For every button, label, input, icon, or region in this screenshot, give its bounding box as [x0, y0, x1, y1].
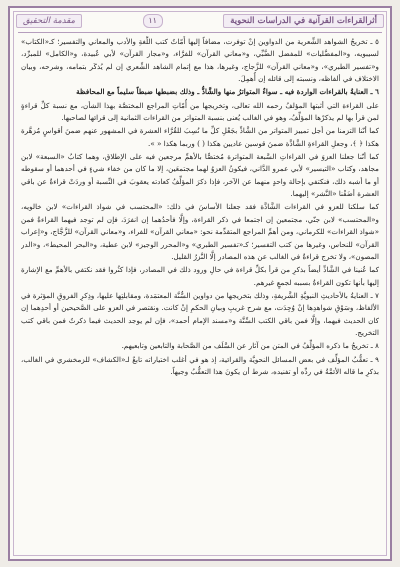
page-number: ١١: [143, 14, 163, 28]
running-title: أثرالقراءات القرآنية في الدراسات النحوية: [223, 14, 384, 28]
paragraph-item-6-heading: ٦ ـ العنايةُ بالقراءات الواردة فيه ـ سواءٌ المتواترُ منها والشَّاذُّ ـ وذلك بضبطها ضبطاً سليماً مع المحافظة: [76, 87, 379, 97]
page-header: [16, 12, 384, 30]
page-body: [21, 36, 379, 549]
paragraph-item-8: ٨ ـ تخريجُ ما ذكره المؤلِّفُ في المتن من آثار عن السَّلَف من الصَّحابة والتابعين وتابعيهم.: [121, 341, 379, 351]
section-title: مقدمة التحقيق: [16, 14, 82, 28]
paragraph-item-6-body: على القراءة التي أثبتها المؤلفُ رحمه الله تعالى، وتخريجها من أُمّاتِ المراجع المختصَّة بهذا الشأن، مع نسبة كلِّ قراءةٍ لمن قرأ بها لم يذكرْها المؤلِّفُ، وهو في الغالب يُعنى بنسبة المتواتر من القراءات الثمانية إلى قرائها لصاحبها.: [21, 100, 379, 123]
paragraph-item-6-readers: كما عُنينا في الشَّاذِّ أيضاً بذكرِ من قرأ بكلِّ قراءة في حالِ ورود ذلك في المصادر، فإذا كثُروا فقد نكتفي بالأهمِّ مع الإشارة إليها بأنها تكون القراءةُ بسببه لجمعٍ غيرهم.: [21, 265, 379, 287]
paragraph-item-9: ٩ ـ تعقُّبُ المؤلِّف في بعض المسائل النحويَّة والقرائية، إذ هو في أغلب اختياراته تابعٌ لـ«الكشاف» للزمخشري في الغالب، بذكرِ ما قاله الأئمَّةُ في ردِّه أو تفنيده، شرط أن يكونَ هذا التعقُّبُ وجيهاً.: [21, 354, 379, 376]
paragraph-item-6-brackets: كما أنّنا التزمنا من أجل تمييز المتواتر من الشَّاذِّ بجَعْلِ كلِّ ما نُسِبَ للقُرَّاء العشرة في المشهور عنهم ضمنَ أقواسٍ مُزهَّرة هكذا ﴿ ﴾، وجعلِ القراءةِ الشَّاذَّة ضمنَ قوسين عاديين هكذا ( ) وربما هكذا « ».: [21, 126, 379, 148]
book-page: [8, 6, 392, 561]
paragraph-item-6-seven-readings: كما أنّنا جعلنا العزوَ في القراءاتِ السَّبعة المتواترة مُختصًّا بالأهمِّ مرجعين فيه على الإطلاق، وهما كتابُ «السبعة» لابن مجاهد، وكتاب «التيسير» لأبي عمرو الدَّاني، فيكونُ العزوُ لهما مجتمعَين، إلا ما كان من خفاء شيءٍ في أحدهما أو سقوطه أو ما أشبه ذلك، فنكتفي بإحالة واحدٍ منهما عن الآخر، فإذا ذكرَ المؤلِّفُ كعادته يعقوبَ في النِّسبة أو وردَتْ قراءةٌ عن باقي العشرة أضَفْنا «النَّشر» إليهما.: [21, 152, 379, 199]
paragraph-item-7: ٧ ـ العنايةُ بالأحاديثِ النبويَّةِ الشَّريفةِ، وذلك بتخريجها من دواوين السُّنَّة المعتمَدة، ومقابلتِها عليها، وذِكرِ الفروقِ المؤثرة في الألفاظ، وسَوْقِ شواهدِها إنْ وُجِدَت، مع شرح غريبِ وبيانِ الحكمِ إنْ كانت. ونقتصر في العزو على الصَّحيحين أو أحدِهما إن كان الحديث فيهما، وإلَّا فمن باقي الكتب السِّتَّة و«مسند الإمام أحمد»، فإن لم يوجد الحديث فيما ذكرتُ فمن باقي كتب التخريج.: [21, 290, 379, 337]
header-divider: [18, 32, 382, 33]
paragraph-item-5: ٥ ـ تخريجُ الشواهد الشِّعرية من الدواوين إنْ توفرت، مضافاً إليها أُمّاتُ كتب اللُّغةِ والأدب والمعاني والتفسير؛ كـ«الكتاب» لسيبويه، و«المفضَّليات» للمفضل الضَّبِّي، و«معاني القرآن» للفرَّاء، و«مجاز القرآن» لأبي عُبيدة، و«الكامل» للمبرِّد، و«تفسير الطبري»، و«معاني القرآن» للزَّجاج، وغيرها، هذا مع إتمام الشاهد الشِّعري إن لم يُذكَر بتمامه، وشرحه، وبيان الاختلاف في ألفاظه، ونسبته إلى قائله إن أُهمِلَ.: [21, 37, 379, 84]
paragraph-item-6-shadh-sources: كما سلكنا للعزو في القراءات الشَّاذَّة فقد جعلنا الأساسَ في ذلك: «المحتسب في شواذ القراءات» لابن خالويه، و«المحتسب» لابن جنّي، مجتمعين إن اجتمعا في ذكر القراءة، وإلَّا فأحدُهما إن انفرَدَ، فإن لم توجد فيهما القراءةُ فمن «شواذ القراءات» للكرماني، ومن أهمِّ المراجع المتقدِّمة نحو: «معاني القرآن» للفراء، و«معاني القرآن» للزَّجَّاج، و«إعراب القرآن» للنحاس، وغيرها من كتب التفسير؛ كـ«تفسير الطبري» و«المحرر الوجيز» لابن عطية، و«البحر المحيط»، و«الدر المصون»، ولا تخرج قراءةٌ في الغالب عن هذه المصادر إلَّا النَّزرُ القليل.: [21, 202, 379, 261]
